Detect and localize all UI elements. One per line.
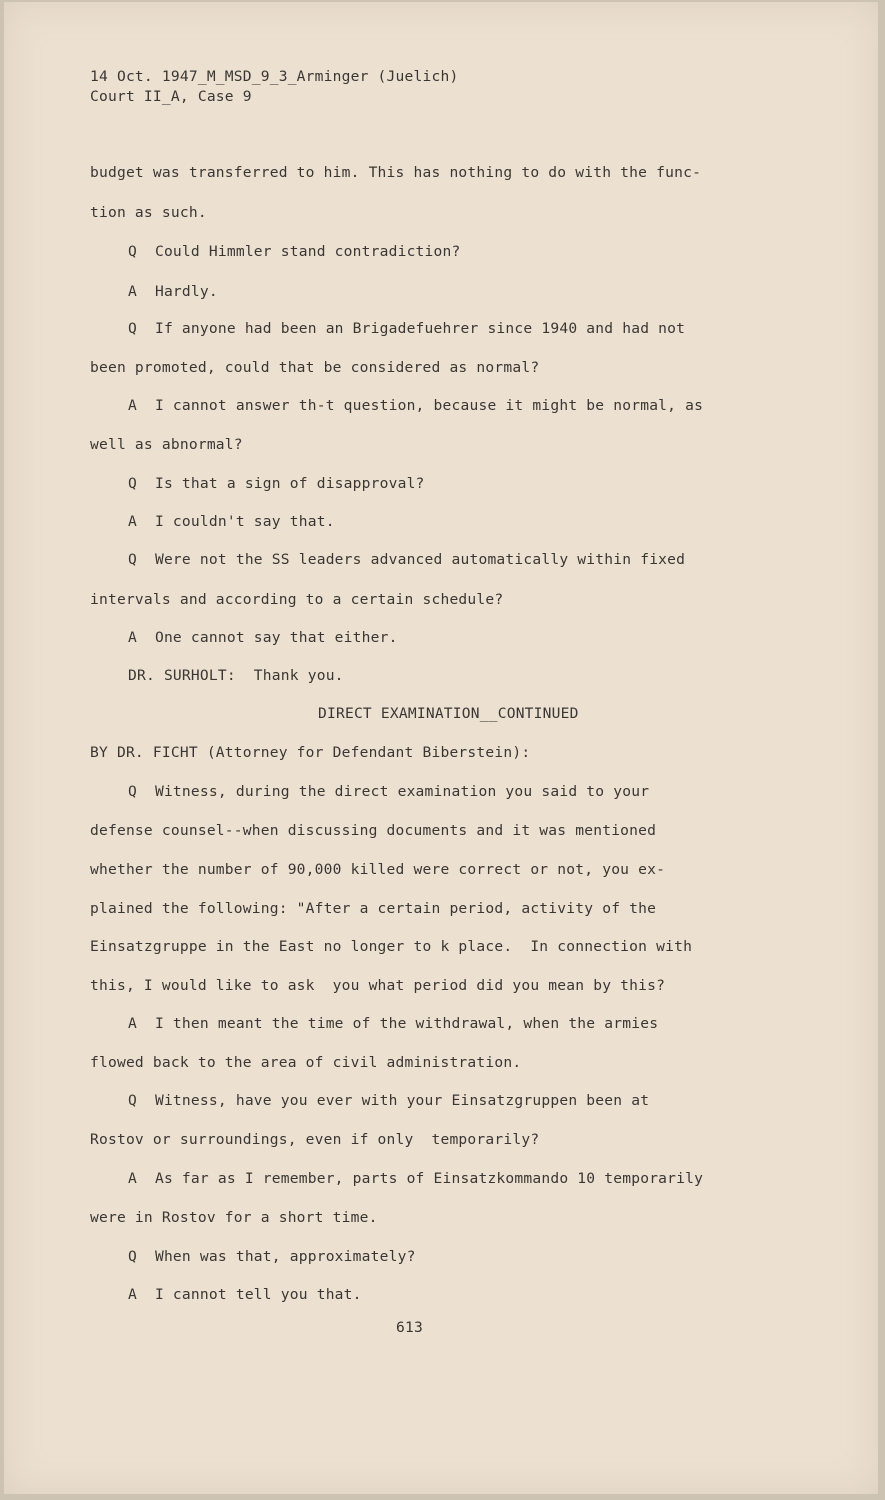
text-line: Q Witness, during the direct examination you said to your [128,783,650,800]
text-line: Q Is that a sign of disapproval? [128,475,425,492]
header-line-2: Court II_A, Case 9 [90,88,252,105]
text-line: Q When was that, approximately? [128,1248,416,1265]
text-line: A As far as I remember, parts of Einsatzkommando 10 temporarily [128,1170,704,1187]
text-line: Q Witness, have you ever with your Einsatzgruppen been at [128,1092,650,1109]
text-line: flowed back to the area of civil administration. [90,1054,522,1071]
text-line: well as abnormal? [90,436,243,453]
text-line: A I then meant the time of the withdrawal, when the armies [128,1015,659,1032]
document-page [4,2,878,1494]
text-line: DR. SURHOLT: Thank you. [128,667,344,684]
text-line: BY DR. FICHT (Attorney for Defendant Biberstein): [90,744,531,761]
text-line: been promoted, could that be considered as normal? [90,359,540,376]
text-line: Q Could Himmler stand contradiction? [128,243,461,260]
text-line: A I cannot answer th-t question, because it might be normal, as [128,397,704,414]
text-line: Rostov or surroundings, even if only temporarily? [90,1131,540,1148]
text-line: A I cannot tell you that. [128,1286,362,1303]
text-line: Q Were not the SS leaders advanced automatically within fixed [128,551,686,568]
text-line: whether the number of 90,000 killed were correct or not, you ex- [90,861,666,878]
text-line: Einsatzgruppe in the East no longer to k place. In connection with [90,938,693,955]
text-line: tion as such. [90,204,207,221]
text-line: A One cannot say that either. [128,629,398,646]
text-line: were in Rostov for a short time. [90,1209,378,1226]
text-line: Q If anyone had been an Brigadefuehrer since 1940 and had not [128,320,686,337]
section-heading: DIRECT EXAMINATION__CONTINUED [318,705,579,722]
typewritten-text [4,2,878,1336]
text-line: budget was transferred to him. This has nothing to do with the func- [90,164,702,181]
header-line-1: 14 Oct. 1947_M_MSD_9_3_Arminger (Juelich) [90,68,459,85]
page-number: 613 [396,1319,423,1336]
text-line: plained the following: "After a certain period, activity of the [90,900,657,917]
text-line: this, I would like to ask you what period did you mean by this? [90,977,666,994]
text-line: A I couldn't say that. [128,513,335,530]
text-line: intervals and according to a certain schedule? [90,591,504,608]
text-line: defense counsel--when discussing documents and it was mentioned [90,822,657,839]
text-line: A Hardly. [128,283,218,300]
